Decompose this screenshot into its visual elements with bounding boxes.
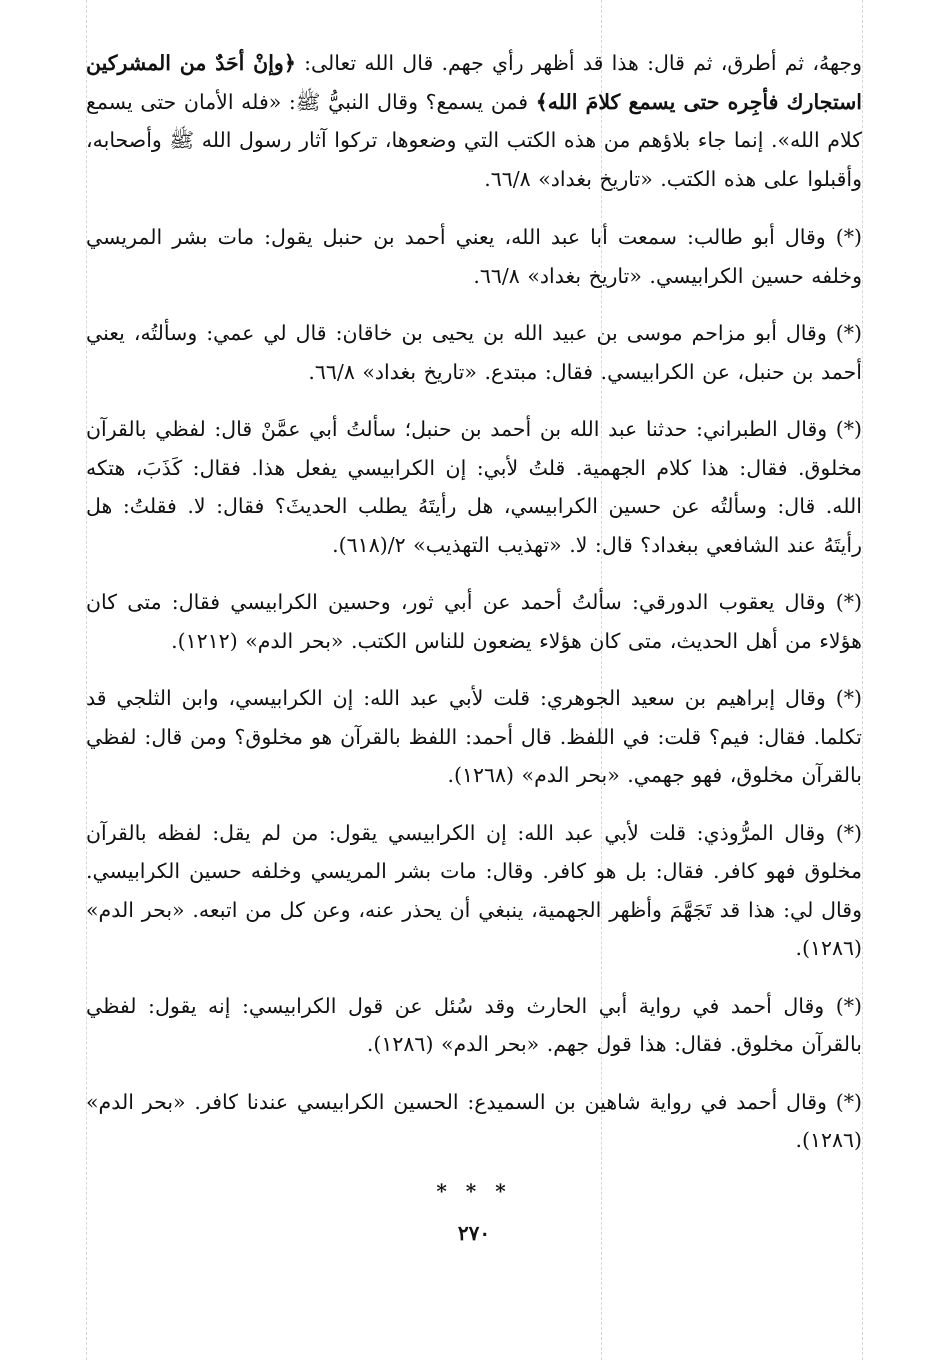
paragraph-entry xyxy=(86,1083,862,1160)
page-number: ٢٧٠ xyxy=(457,1220,491,1245)
paragraph-text: (*) وقال يعقوب الدورقي: سألتُ أحمد عن أبي ثور، وحسين الكرابيسي فقال: متى كان هؤلاء من أهل الحديث، متى كان هؤلاء يضعون للناس الكتب. «بحر الدم» (١٢١٢). xyxy=(86,590,862,653)
paragraph-text: (*) وقال المرُّوذي: قلت لأبي عبد الله: إن الكرابيسي يقول: من لم يقل: لفظه بالقرآن مخلوق فهو كافر. فقال: بل هو كافر. وقال: مات بشر المريسي وخلفه حسين الكرابيسي. وقال لي: هذا قد تَجَهَّمَ وأظهر الجهمية، ينبغي أن يحذر عنه، وعن كل من اتبعه. «بحر الدم» (١٢٨٦). xyxy=(86,820,862,960)
paragraph-text: (*) وقال أحمد في رواية شاهين بن السميدع: الحسين الكرابيسي عندنا كافر. «بحر الدم» (١٢٨٦). xyxy=(86,1089,862,1152)
paragraph-entry xyxy=(86,583,862,660)
paragraph-entry xyxy=(86,814,862,968)
paragraph-entry xyxy=(86,987,862,1064)
book-page xyxy=(86,44,862,1334)
paragraph-text: (*) وقال إبراهيم بن سعيد الجوهري: قلت لأبي عبد الله: إن الكرابيسي، وابن الثلجي قد تكلما. فقال: فيم؟ قلت: في اللفظ. قال أحمد: اللفظ بالقرآن هو مخلوق؟ ومن قال: لفظي بالقرآن مخلوق، فهو جهمي. «بحر الدم» (١٢٦٨). xyxy=(86,686,862,787)
margin-guide-right xyxy=(862,0,863,1360)
paragraph-text: وجههُ، ثم أطرق، ثم قال: هذا قد أظهر رأي جهم. قال الله تعالى: xyxy=(295,51,862,75)
paragraph-text: (*) وقال أحمد في رواية أبي الحارث وقد سُئل عن قول الكرابيسي: إنه يقول: لفظي بالقرآن مخلوق. فقال: هذا قول جهم. «بحر الدم» (١٢٨٦). xyxy=(86,993,862,1056)
paragraph-entry xyxy=(86,314,862,391)
paragraph-text: فمن يسمع؟ وقال النبيُّ ﷺ: «فله الأمان حتى يسمع كلام الله». إنما جاء بلاؤهم من هذه الكتب التي وضعوها، تركوا آثار رسول الله ﷺ وأصحابه، وأقبلوا على هذه الكتب. «تاريخ بغداد» ٦٦/٨. xyxy=(86,89,862,191)
page-body xyxy=(86,44,862,1160)
paragraph-continuation xyxy=(86,44,862,198)
paragraph-entry xyxy=(86,218,862,295)
quran-quote: ﴿وإنْ أحَدٌ من المشركين استجارك فأجِره حتى يسمع كلامَ الله﴾ xyxy=(86,51,862,114)
paragraph-entry xyxy=(86,410,862,564)
paragraph-entry xyxy=(86,679,862,795)
paragraph-text: (*) وقال أبو مزاحم موسى بن عبيد الله بن يحيى بن خاقان: قال لي عمي: وسألتُه، يعني أحمد بن حنبل، عن الكرابيسي. فقال: مبتدع. «تاريخ بغداد» ٦٦/٨. xyxy=(86,321,862,384)
paragraph-text: (*) وقال أبو طالب: سمعت أبا عبد الله، يعني أحمد بن حنبل يقول: مات بشر المريسي وخلفه حسين الكرابيسي. «تاريخ بغداد» ٦٦/٨. xyxy=(86,225,862,288)
paragraph-text: (*) وقال الطبراني: حدثنا عبد الله بن أحمد بن حنبل؛ سألتُ أبي عمَّنْ قال: لفظي بالقرآن مخلوق. فقال: هذا كلام الجهمية. قلتُ لأبي: إن الكرابيسي يفعل هذا. فقال: كَذَبَ، هتكه الله. قال: وسألتُه عن حسين الكرابيسي، هل رأيتَهُ يطلب الحديثَ؟ فقال: لا. فقلتُ: هل رأيتَهُ عند الشافعي ببغداد؟ قال: لا. «تهذيب التهذيب» ٢/(٦١٨). xyxy=(86,417,862,557)
section-separator: * * * xyxy=(436,1178,512,1203)
